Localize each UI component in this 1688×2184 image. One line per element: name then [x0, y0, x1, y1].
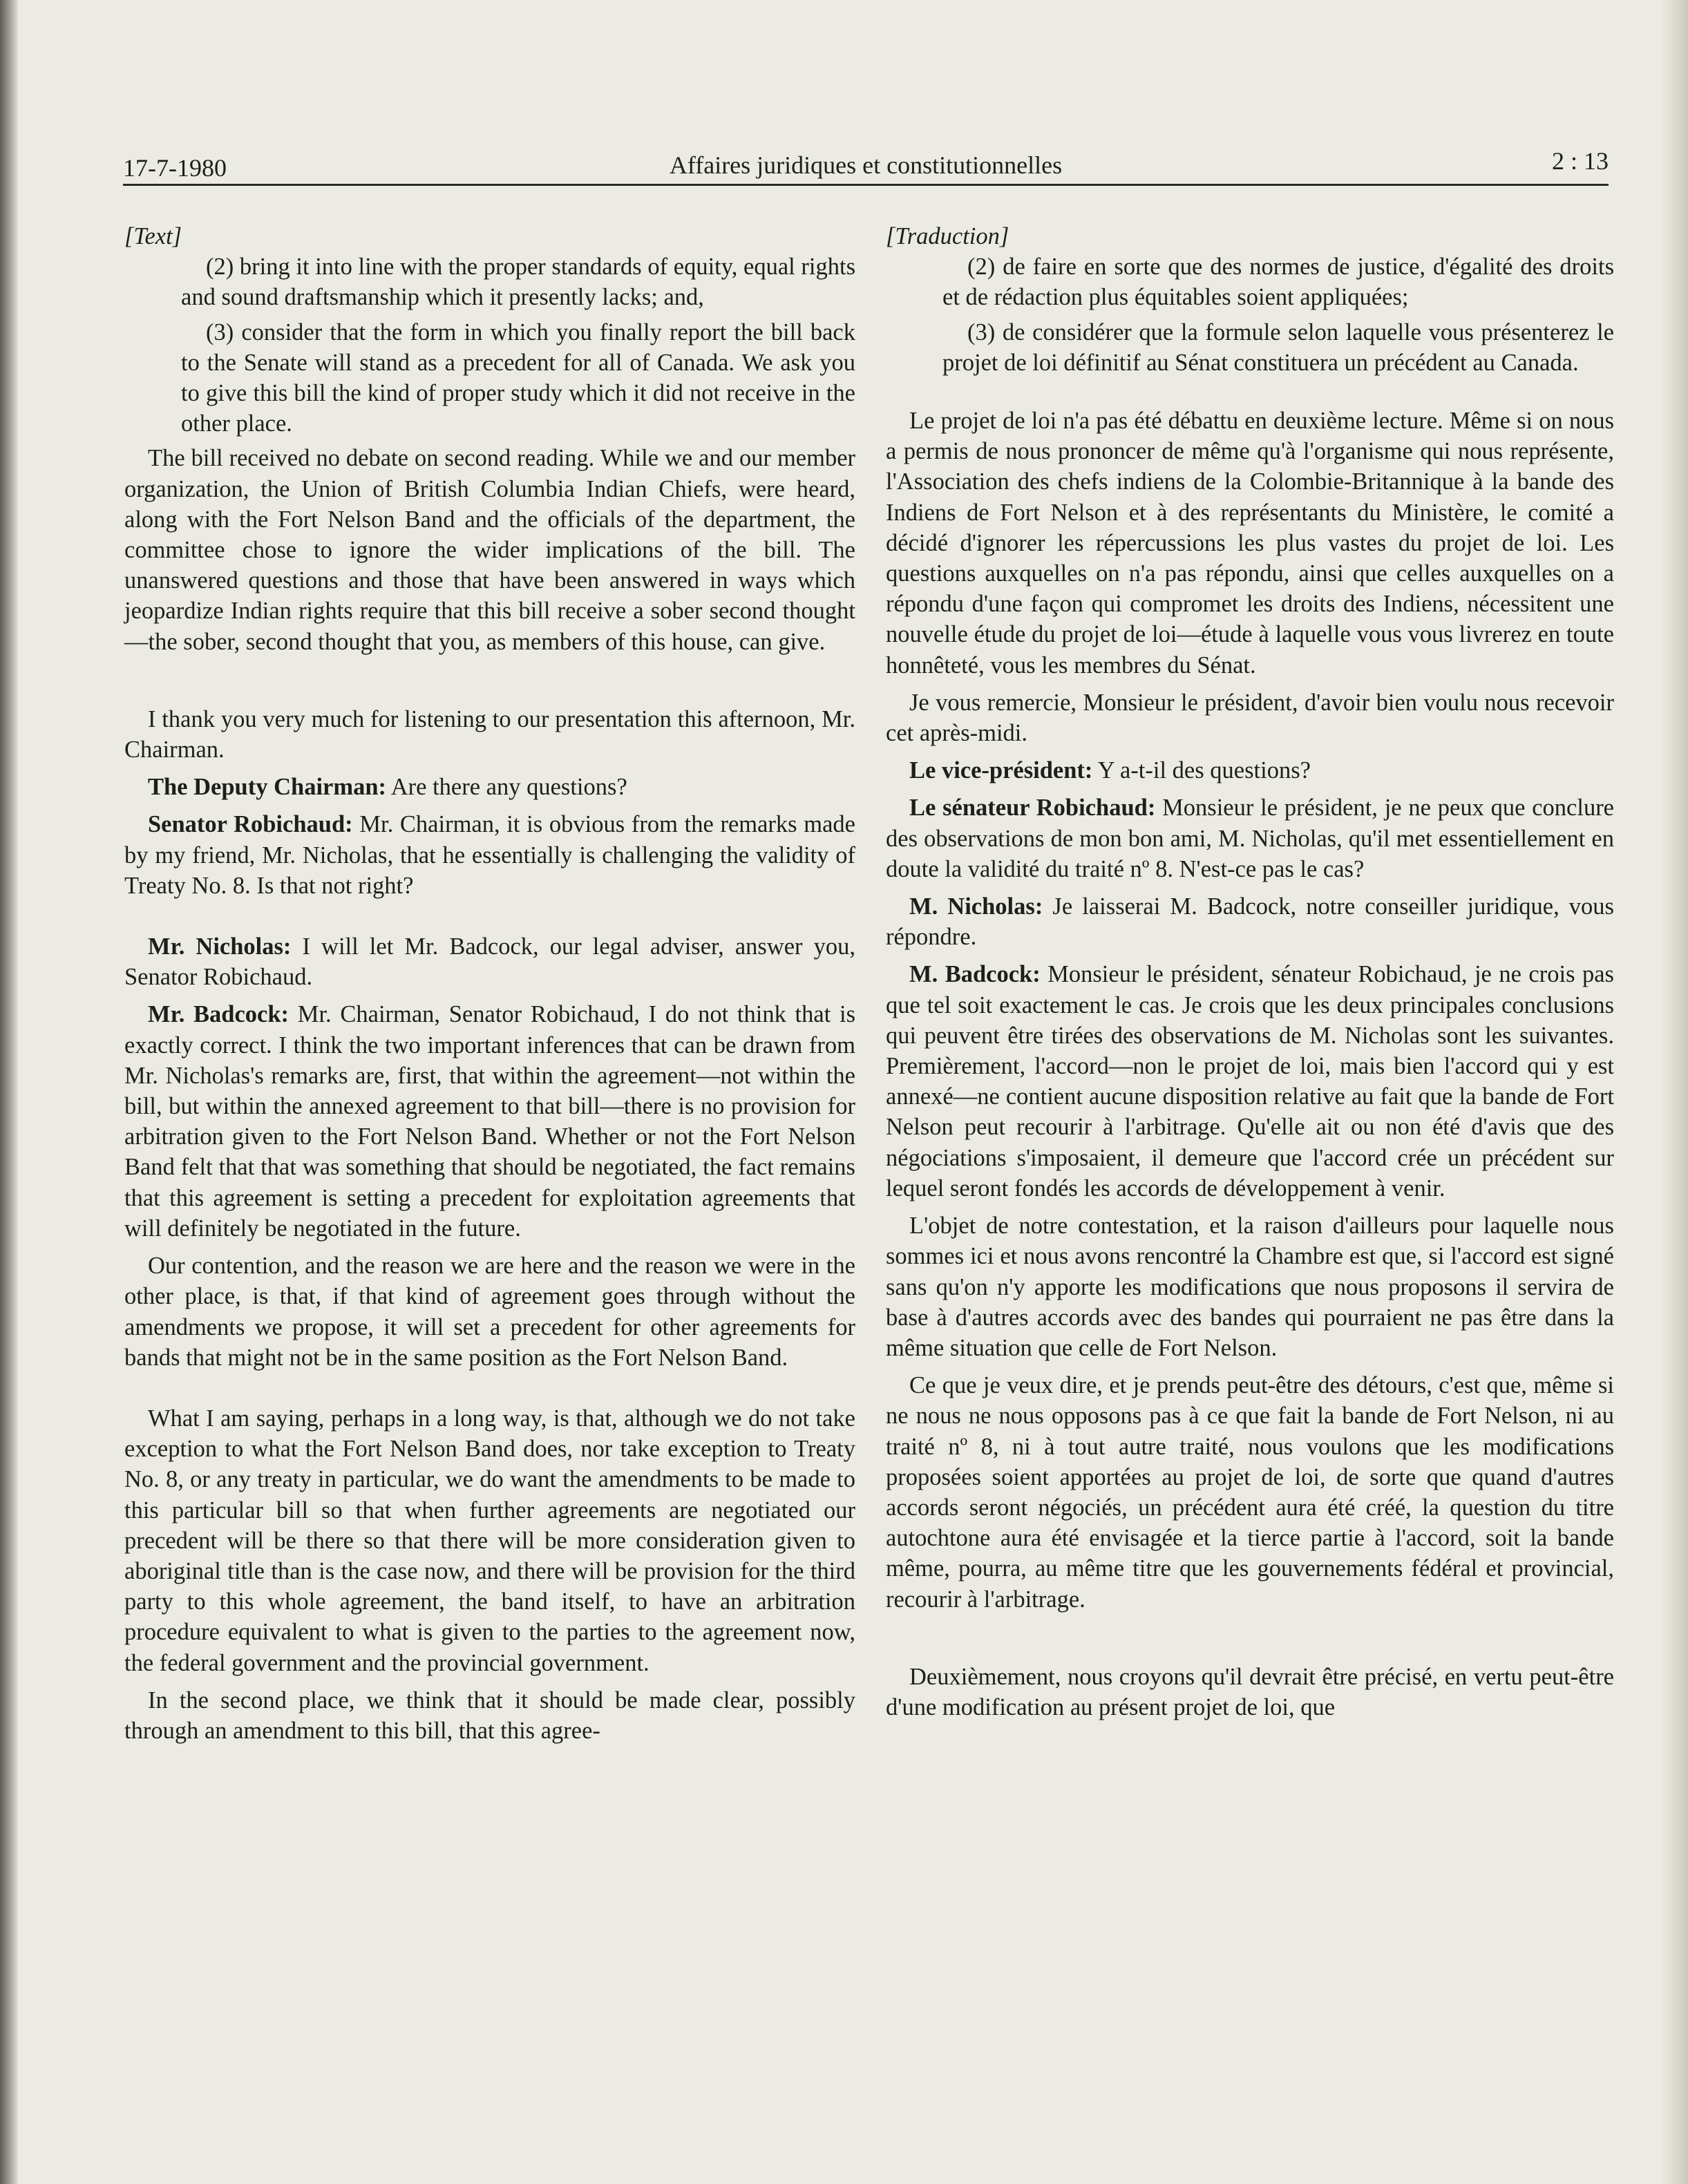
- speech: [886, 891, 1614, 952]
- speaker-name: Senator Robichaud:: [148, 811, 353, 838]
- speech: [886, 755, 1614, 786]
- speech-text: Y a-t-il des questions?: [1092, 757, 1311, 784]
- paragraph: L'objet de notre contestation, et la raison d'ailleurs pour laquelle nous sommes ici et nous avons rencontré la Chambre est que, si l'accord est signé sans qu'on n'y apporte les modifications que nous proposons il servira de base à d'autres accords avec des bandes qui pourraient ne pas être dans la même situation que celle de Fort Nelson.: [886, 1213, 1614, 1361]
- request-item-2: (2) bring it into line with the proper standards of equity, equal rights and sound draftsmanship which it presently lacks; and,: [181, 254, 855, 311]
- speech-text: Je laisserai M. Badcock, notre conseiller juridique, vous répondre.: [886, 893, 1614, 951]
- speech-text: Monsieur le président, je ne peux que conclure des observations de mon bon ami, M. Nicholas, qu'il met essentiellement en doute la validité du traité nº 8. N'est-ce pas le cas?: [886, 795, 1614, 882]
- speaker-name: Le vice-président:: [909, 757, 1093, 784]
- paragraph: The bill received no debate on second reading. While we and our member organization, the Union of British Columbia Indian Chiefs, were heard, along with the Fort Nelson Band and the officials of the department, the committee chose to ignore the wider implications of the bill. The unanswered questions and those that have been answered in ways which jeopardize Indian rights require that this bill receive a sober second thought—the sober, second thought that you, as members of this house, can give.: [124, 445, 855, 655]
- paragraph: Ce que je veux dire, et je prends peut-être des détours, c'est que, même si ne nous ne nous opposons pas à ce que fait la bande de Fort Nelson, ni au traité nº 8, ni à tout autre traité, nous voulons que les modifications proposées soient apportées au projet de loi, de sorte que quand d'autres accords seront négociés, un précédent aura été créé, la question du titre autochtone aura été envisagée et la tierce partie à l'accord, soit la bande même, pourra, au même titre que les gouvernements fédéral et provincial, recourir à l'arbitrage.: [886, 1372, 1614, 1613]
- speaker-name: Mr. Nicholas:: [148, 933, 292, 960]
- speaker-name: The Deputy Chairman:: [148, 774, 387, 801]
- speech: [124, 809, 855, 901]
- speech-text: Mr. Chairman, Senator Robichaud, I do not think that is exactly correct. I think the two important inferences that can be drawn from Mr. Nicholas's remarks are, first, that within the agreement—not within the bill, but within the annexed agreement to that bill—there is no provision for arbitration given to the Fort Nelson Band. Whether or not the Fort Nelson Band felt that that was something that should be negotiated, the fact remains that this agreement is setting a precedent for exploitation agreements that will definitely be negotiated in the future.: [124, 1001, 856, 1242]
- paragraph: Le projet de loi n'a pas été débattu en deuxième lecture. Même si on nous a permis de nous prononcer de même qu'à l'organisme qui nous représente, l'Association des chefs indiens de la Colombie-Britannique à la bande des Indiens de Fort Nelson et à des représentants du Ministère, le comité a décidé d'ignorer les répercussions les plus vastes du projet de loi. Les questions auxquelles on n'a pas répondu, ainsi que celles auxquelles on a répondu d'une façon qui compromet les droits des Indiens, nécessitent une nouvelle étude du projet de loi—étude à laquelle vous vous livrerez en toute honnêteté, vous les membres du Sénat.: [886, 408, 1614, 678]
- paragraph: Deuxièmement, nous croyons qu'il devrait être précisé, en vertu peut-être d'une modification au présent projet de loi, que: [886, 1663, 1614, 1720]
- book-binding-shadow: [0, 0, 18, 2184]
- paragraph: I thank you very much for listening to our presentation this afternoon, Mr. Chairman.: [124, 705, 855, 763]
- speaker-name: Mr. Badcock:: [148, 1001, 290, 1028]
- request-item-2: (2) de faire en sorte que des normes de justice, d'égalité des droits et de rédaction plus équitables soient appliquées;: [942, 254, 1614, 311]
- paragraph: In the second place, we think that it should be made clear, possibly through an amendment to this bill, that this agree-: [124, 1687, 855, 1744]
- header-title: Affaires juridiques et constitutionnelles: [669, 151, 1063, 179]
- header-page-number: 2 : 13: [1551, 147, 1609, 175]
- speech: [124, 772, 855, 802]
- paragraph: Je vous remercie, Monsieur le président, d'avoir bien voulu nous recevoir cet après-midi.: [886, 689, 1614, 747]
- page-edge: [1660, 0, 1688, 2184]
- speech-text: Mr. Chairman, it is obvious from the remarks made by my friend, Mr. Nicholas, that he essentially is challenging the validity of Treaty No. 8. Is that not right?: [124, 811, 855, 899]
- request-item-3: (3) consider that the form in which you finally report the bill back to the Senate will stand as a precedent for all of Canada. We ask you to give this bill the kind of proper study which it did not receive in the other place.: [181, 319, 855, 437]
- speech: [124, 999, 855, 1244]
- running-header: [123, 145, 1609, 186]
- speech-text: Are there any questions?: [386, 774, 627, 801]
- speech-text: Monsieur le président, sénateur Robichaud, je ne crois pas que tel soit exactement le cas. Je crois que les deux principales conclusions qui peuvent être tirées des observations de M. Nicholas sont les suivantes. Premièrement, l'accord—non le projet de loi, mais bien l'accord qui y est annexé—ne contient aucune disposition relative au fait que la bande de Fort Nelson peut recourir à l'arbitrage. Qu'elle ait ou non été d'avis que des négociations s'imposaient, il demeure que l'accord crée un précédent sur lequel seront fondés les accords de développement à venir.: [886, 961, 1614, 1202]
- speaker-name: M. Nicholas:: [909, 893, 1043, 920]
- header-date: 17-7-1980: [123, 154, 227, 182]
- speaker-name: M. Badcock:: [909, 961, 1041, 988]
- english-column: [124, 221, 855, 1753]
- speech-text: I will let Mr. Badcock, our legal adviser, answer you, Senator Robichaud.: [124, 933, 855, 991]
- speaker-name: Le sénateur Robichaud:: [909, 795, 1156, 822]
- speech: [886, 792, 1614, 884]
- text-label: [Text]: [124, 223, 182, 249]
- translation-label: [Traduction]: [886, 223, 1009, 249]
- french-column: [886, 221, 1614, 1729]
- speech: [886, 959, 1614, 1204]
- paragraph: What I am saying, perhaps in a long way, is that, although we do not take exception to what the Fort Nelson Band does, nor take exception to Treaty No. 8, or any treaty in particular, we do want the amendments to be made to this particular bill so that when further agreements are negotiated our precedent will be there so that there will be more consideration given to aboriginal title than is the case now, and there will be provision for the third party to this whole agreement, the band itself, to have an arbitration procedure equivalent to what is given to the parties to the agreement now, the federal government and the provincial government.: [124, 1405, 855, 1676]
- request-item-3: (3) de considérer que la formule selon laquelle vous présenterez le projet de loi définitif au Sénat constituera un précédent au Canada.: [942, 319, 1614, 376]
- speech: [124, 931, 855, 992]
- paragraph: Our contention, and the reason we are here and the reason we were in the other place, is that, if that kind of agreement goes through without the amendments we propose, it will set a precedent for other agreements for bands that might not be in the same position as the Fort Nelson Band.: [124, 1253, 855, 1371]
